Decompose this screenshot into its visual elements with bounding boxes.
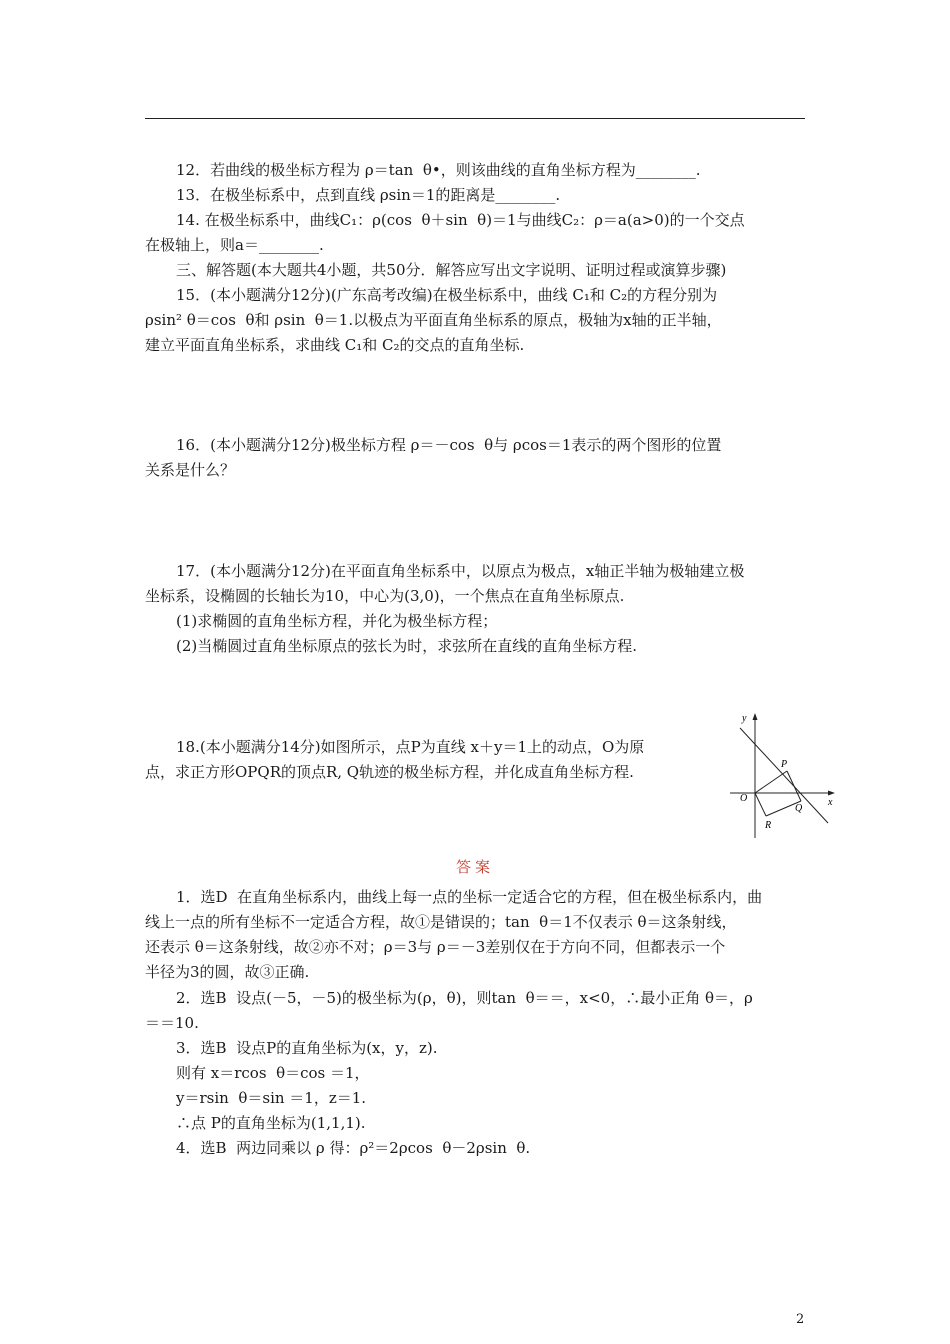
question-17-part-2: (2)当椭圆过直角坐标原点的弦长为时，求弦所在直线的直角坐标方程. bbox=[176, 637, 638, 655]
question-13: 13．在极坐标系中，点到直线 ρsin＝1的距离是________. bbox=[176, 186, 561, 204]
figure-svg bbox=[722, 708, 838, 840]
segment-pq bbox=[787, 771, 801, 801]
answer-3-line-2: 则有 x＝rcos θ＝cos ＝1， bbox=[176, 1064, 370, 1082]
question-18-line-2: 点，求正方形OPQR的顶点R, Q轨迹的极坐标方程，并化成直角坐标方程. bbox=[145, 763, 634, 781]
answer-heading: 答案 bbox=[455, 858, 494, 876]
question-15-line-2: ρsin² θ＝cos θ和 ρsin θ＝1.以极点为平面直角坐标系的原点，极轴为x轴的正半轴， bbox=[145, 311, 722, 329]
question-12: 12．若曲线的极坐标方程为 ρ＝tan θ•，则该曲线的直角坐标方程为________. bbox=[176, 161, 701, 179]
answer-1-line-2: 线上一点的所有坐标不一定适合方程，故①是错误的；tan θ＝1不仅表示 θ＝这条射线， bbox=[145, 913, 737, 931]
question-15-line-1: 15．(本小题满分12分)(广东高考改编)在极坐标系中，曲线 C₁和 C₂的方程分别为 bbox=[176, 286, 718, 304]
answer-4: 4．选B 两边同乘以 ρ 得：ρ²＝2ρcos θ－2ρsin θ. bbox=[176, 1139, 531, 1157]
section-3-heading: 三、解答题(本大题共4小题，共50分．解答应写出文字说明、证明过程或演算步骤) bbox=[176, 261, 727, 279]
answer-3-line-3: y＝rsin θ＝sin ＝1，z＝1. bbox=[176, 1089, 367, 1107]
segment-op bbox=[755, 771, 787, 793]
square-opqr-figure bbox=[722, 708, 838, 840]
label-r: R bbox=[765, 820, 772, 831]
answer-3-line-4: ∴点 P的直角坐标为(1,1,1). bbox=[176, 1114, 366, 1132]
answer-1-line-1: 1．选D 在直角坐标系内，曲线上每一点的坐标一定适合它的方程，但在极坐标系内，曲 bbox=[176, 888, 763, 906]
answer-1-line-3: 还表示 θ＝这条射线，故②亦不对；ρ＝3与 ρ＝－3差别仅在于方向不同，但都表示一个 bbox=[145, 938, 726, 956]
question-16-line-2: 关系是什么？ bbox=[145, 461, 236, 479]
question-14-line-2: 在极轴上，则a＝________. bbox=[145, 236, 324, 254]
page-number: 2 bbox=[796, 1312, 805, 1327]
header-rule bbox=[145, 118, 805, 119]
label-x: x bbox=[828, 797, 833, 808]
label-p: P bbox=[781, 759, 788, 770]
question-16-line-1: 16．(本小题满分12分)极坐标方程 ρ＝－cos θ与 ρcos＝1表示的两个图形的位置 bbox=[176, 436, 722, 454]
x-axis-arrow bbox=[828, 791, 835, 796]
question-17-line-2: 坐标系，设椭圆的长轴长为10，中心为(3,0)，一个焦点在直角坐标原点. bbox=[145, 587, 625, 605]
question-14-line-1: 14. 在极坐标系中，曲线C₁：ρ(cos θ＋sin θ)＝1与曲线C₂：ρ＝a(a>0)的一个交点 bbox=[176, 211, 745, 229]
answer-1-line-4: 半径为3的圆，故③正确. bbox=[145, 963, 310, 981]
answer-2-line-1: 2．选B 设点(－5，－5)的极坐标为(ρ，θ)，则tan θ＝＝，x<0，∴最小正角 θ＝，ρ bbox=[176, 989, 753, 1007]
question-15-line-3: 建立平面直角坐标系，求曲线 C₁和 C₂的交点的直角坐标. bbox=[145, 336, 525, 354]
answer-3-line-1: 3．选B 设点P的直角坐标为(x，y，z). bbox=[176, 1039, 438, 1057]
label-y: y bbox=[742, 713, 747, 724]
answer-2-line-2: ＝＝10. bbox=[145, 1014, 199, 1032]
label-q: Q bbox=[795, 803, 803, 814]
y-axis-arrow bbox=[753, 713, 758, 720]
question-17-part-1: (1)求椭圆的直角坐标方程，并化为极坐标方程； bbox=[176, 612, 498, 630]
question-18-line-1: 18.(本小题满分14分)如图所示，点P为直线 x＋y＝1上的动点，O为原 bbox=[176, 738, 645, 756]
question-17-line-1: 17．(本小题满分12分)在平面直角坐标系中，以原点为极点，x轴正半轴为极轴建立极 bbox=[176, 562, 745, 580]
label-o: O bbox=[740, 793, 748, 804]
segment-ro bbox=[755, 793, 766, 816]
